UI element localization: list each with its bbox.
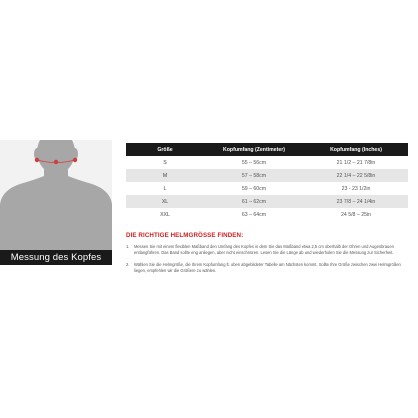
instruction-text: Messen Sie mit einem flexiblen Maßband den Umfang des Kopfes in dem Sie das Maßband etwa 2,5 cm oberhalb der Ohren und Augenbrauen entlangführen. Das Band sollte eng anliegen, aber nicht einschnüren. Lesen Sie die Länge ab und wiederholen Sie die Messung zur Sicherheit. [134,244,394,256]
table-row [126,156,408,169]
inches-cell: 24 5/8 – 25in [304,208,408,221]
table-header-row [126,143,408,156]
instruction-number: 1. [126,244,130,249]
size-cell: L [126,182,204,195]
size-cell: XL [126,195,204,208]
cm-cell: 61 – 62cm [204,195,304,208]
cm-cell: 57 – 58cm [204,169,304,182]
size-chart-table [126,143,408,221]
head-measurement-figure [0,140,112,264]
instruction-number: 2. [126,261,130,267]
instruction-item [126,262,408,275]
cm-cell: 63 – 64cm [204,208,304,221]
table-row [126,195,408,208]
instructions-list [126,244,408,279]
cm-cell: 59 – 60cm [204,182,304,195]
table-row [126,182,408,195]
inches-cell: 23 7/8 – 24 1/4in [304,195,408,208]
header-circumference-inches: Kopfumfang (Inches) [304,143,408,156]
measurement-marker-center-icon [54,160,58,164]
instruction-text: Wählen Sie die Helmgröße, die Ihrem Kopfumfang lt. oben abgebildeter Tabelle am Nächsten kommt. Sollte Ihre Größe zwischen zwei Helmgrößen liegen, empfehlen wir die Größere zu wählen. [134,261,401,273]
person-silhouette-image [0,140,112,264]
header-size: Größe [126,143,204,156]
inches-cell: 22 1/4 – 22 5/8in [304,169,408,182]
inches-cell: 21 1/2 – 21 7/8in [304,156,408,169]
cm-cell: 55 – 56cm [204,156,304,169]
size-cell: M [126,169,204,182]
table-row [126,208,408,221]
table-row [126,169,408,182]
instructions-title: DIE RICHTIGE HELMGRÖSSE FINDEN: [126,232,244,239]
instruction-item [126,244,408,257]
inches-cell: 23 - 23 1/2in [304,182,408,195]
figure-caption: Messung des Kopfes [0,250,112,265]
size-cell: S [126,156,204,169]
size-cell: XXL [126,208,204,221]
header-circumference-cm: Kopfumfang (Zentimeter) [204,143,304,156]
